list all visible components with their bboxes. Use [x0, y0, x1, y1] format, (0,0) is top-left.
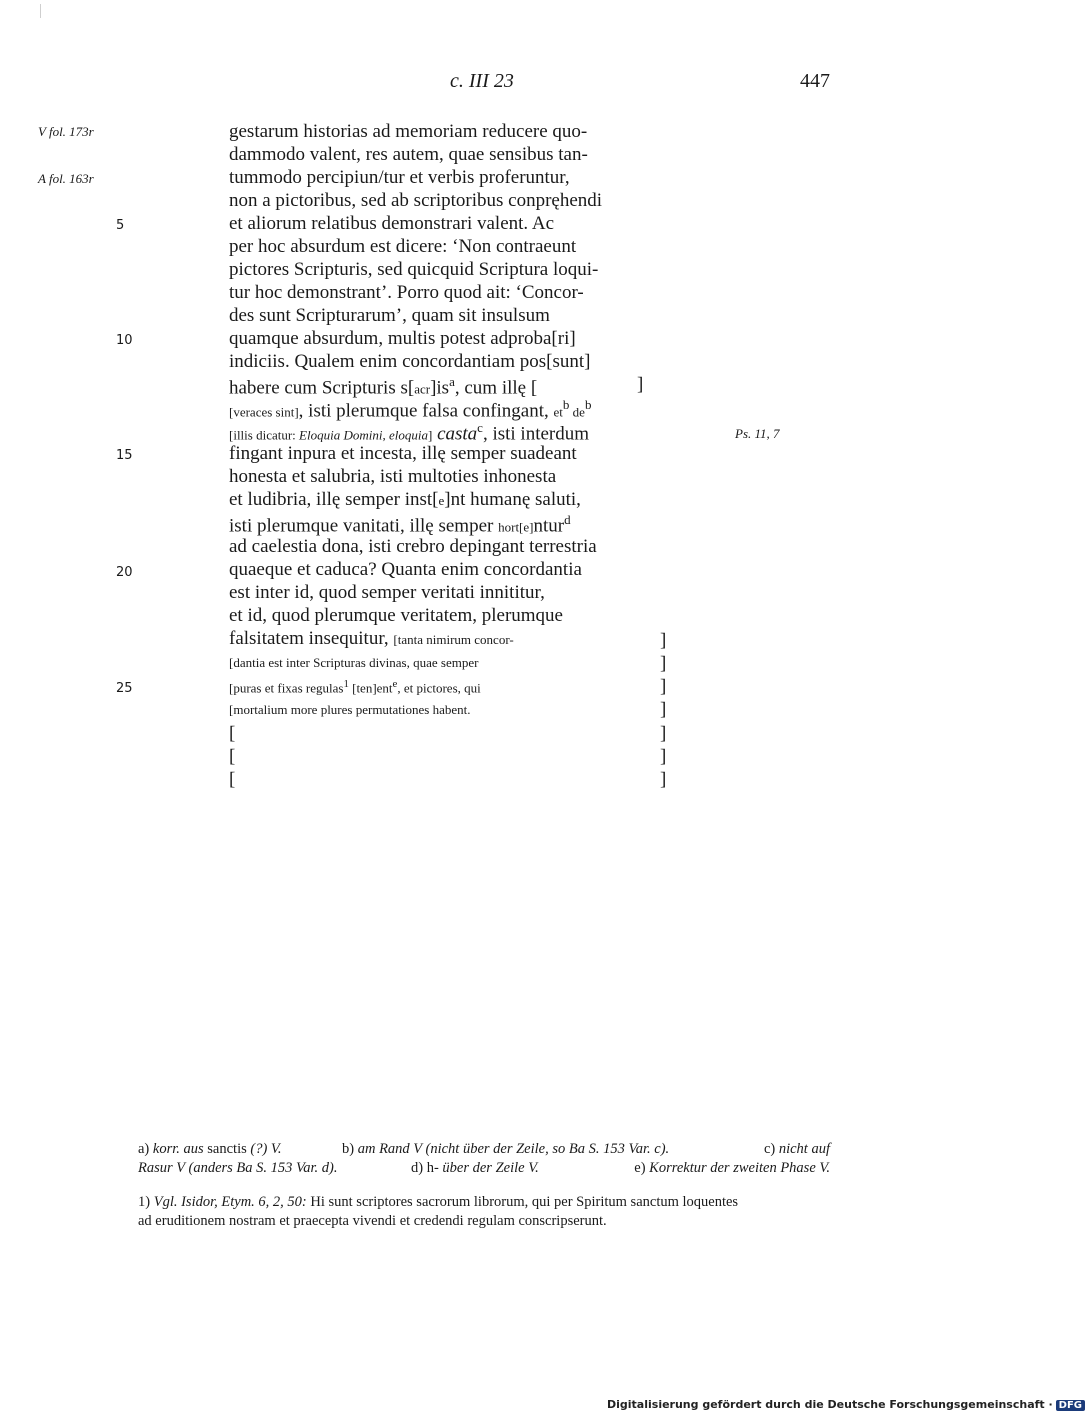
right-bracket-6: ] — [660, 746, 667, 767]
text-line-22: et id, quod plerumque veritatem, plerumque — [229, 605, 563, 626]
text-line-17: et ludibria, illę semper inst[e]nt humanę saluti, — [229, 489, 581, 510]
corner-mark — [40, 4, 41, 18]
text-line-14: [illis dicatur: Eloquia Domini, eloquia] casta$^c$, isti interdum — [229, 420, 590, 445]
text-line-2: dammodo valent, res autem, quae sensibus tan- — [229, 144, 588, 165]
empty-bracket-left-3: [ — [229, 769, 236, 790]
empty-bracket-left-2: [ — [229, 746, 236, 767]
note-d: d) h- über der Zeile V. — [411, 1160, 539, 1176]
note-c-part2: Rasur V (anders Ba S. 153 Var. d). — [138, 1160, 338, 1176]
text-line-21: est inter id, quod semper veritati innititur, — [229, 582, 545, 603]
text-line-19: ad caelestia dona, isti crebro depingant terrestria — [229, 536, 597, 557]
right-bracket-5: ] — [660, 723, 667, 744]
text-line-24: [dantia est inter Scripturas divinas, quae semper — [229, 655, 479, 670]
text-line-25: [puras et fixas regulas$^1$ [ten]ent$^e$, et pictores, qui — [229, 678, 481, 696]
text-line-12: habere cum Scripturis $s[acr]is^a$, cum illę [ — [229, 374, 538, 399]
line12-close-bracket: ] — [637, 374, 644, 395]
note-c-part1: c) nicht auf — [763, 1141, 830, 1157]
empty-bracket-left-1: [ — [229, 723, 236, 744]
line-number-15: 15 — [116, 448, 133, 463]
text-line-7: pictores Scripturis, sed quicquid Scriptura loqui- — [229, 259, 599, 280]
apparatus-notes — [138, 1140, 830, 1178]
running-title: c. III 23 — [450, 70, 514, 92]
margin-reference: Ps. 11, 7 — [735, 426, 780, 441]
text-line-20: quaeque et caduca? Quanta enim concordantia — [229, 559, 582, 580]
text-line-5: et aliorum relatibus demonstrari valent. Ac — [229, 213, 555, 234]
footnote-line-1: 1) Vgl. Isidor, Etym. 6, 2, 50: Hi sunt scriptores sacrorum librorum, qui per Spiritum sanctum loquentes — [138, 1194, 739, 1210]
right-bracket-2: ] — [660, 653, 667, 674]
right-bracket-4: ] — [660, 699, 667, 720]
line-number-10: 10 — [116, 333, 133, 348]
text-line-16: honesta et salubria, isti multoties inhonesta — [229, 466, 557, 487]
right-bracket-1: ] — [660, 630, 667, 651]
dfg-logo: DFG — [1056, 1400, 1085, 1411]
text-line-1: gestarum historias ad memoriam reducere quo- — [229, 121, 588, 142]
right-bracket-3: ] — [660, 676, 667, 697]
note-b: b) am Rand V (nicht über der Zeile, so Ba S. 153 Var. c). — [342, 1141, 670, 1157]
text-line-23: falsitatem insequitur, [tanta nimirum concor- — [229, 628, 514, 649]
folio-ref-a: A fol. 163r — [38, 171, 94, 186]
note-e: e) Korrektur der zweiten Phase V. — [634, 1160, 830, 1176]
line-number-25: 25 — [116, 681, 133, 696]
apparatus-row-1 — [138, 1140, 830, 1159]
text-line-18: isti plerumque vanitati, illę semper hort[e]ntur$^d$ — [229, 512, 571, 537]
note-a: a) korr. aus sanctis (?) V. — [138, 1141, 282, 1157]
folio-ref-v: V fol. 173r — [38, 124, 94, 139]
line-number-5: 5 — [116, 218, 125, 233]
digitization-credit: Digitalisierung gefördert durch die Deutsche Forschungsgemeinschaft · DFG — [607, 1398, 1085, 1411]
text-line-26: [mortalium more plures permutationes habent. — [229, 702, 471, 717]
text-line-4: non a pictoribus, sed ab scriptoribus conpręhendi — [229, 190, 603, 211]
line-number-20: 20 — [116, 565, 133, 580]
text-line-3: tummodo percipiun/tur et verbis proferuntur, — [229, 167, 570, 188]
text-line-10: quamque absurdum, multis potest adproba[ri] — [229, 328, 576, 349]
footnote-line-2: ad eruditionem nostram et praecepta vivendi et credendi regulam conscripserunt. — [138, 1213, 607, 1229]
text-line-15: fingant inpura et incesta, illę semper suadeant — [229, 443, 577, 464]
text-line-6: per hoc absurdum est dicere: ‘Non contraeunt — [229, 236, 577, 257]
page-number: 447 — [800, 70, 830, 92]
right-bracket-7: ] — [660, 769, 667, 790]
text-line-8: tur hoc demonstrant’. Porro quod ait: ‘Concor- — [229, 282, 584, 303]
text-line-13: [veraces sint], isti plerumque falsa confingant, $et^b$ $de^b$ — [229, 397, 592, 422]
apparatus-row-2 — [138, 1159, 830, 1178]
text-line-11: indiciis. Qualem enim concordantiam pos[sunt] — [229, 351, 591, 372]
text-line-9: des sunt Scripturarum’, quam sit insulsum — [229, 305, 550, 326]
source-footnote — [138, 1193, 830, 1231]
